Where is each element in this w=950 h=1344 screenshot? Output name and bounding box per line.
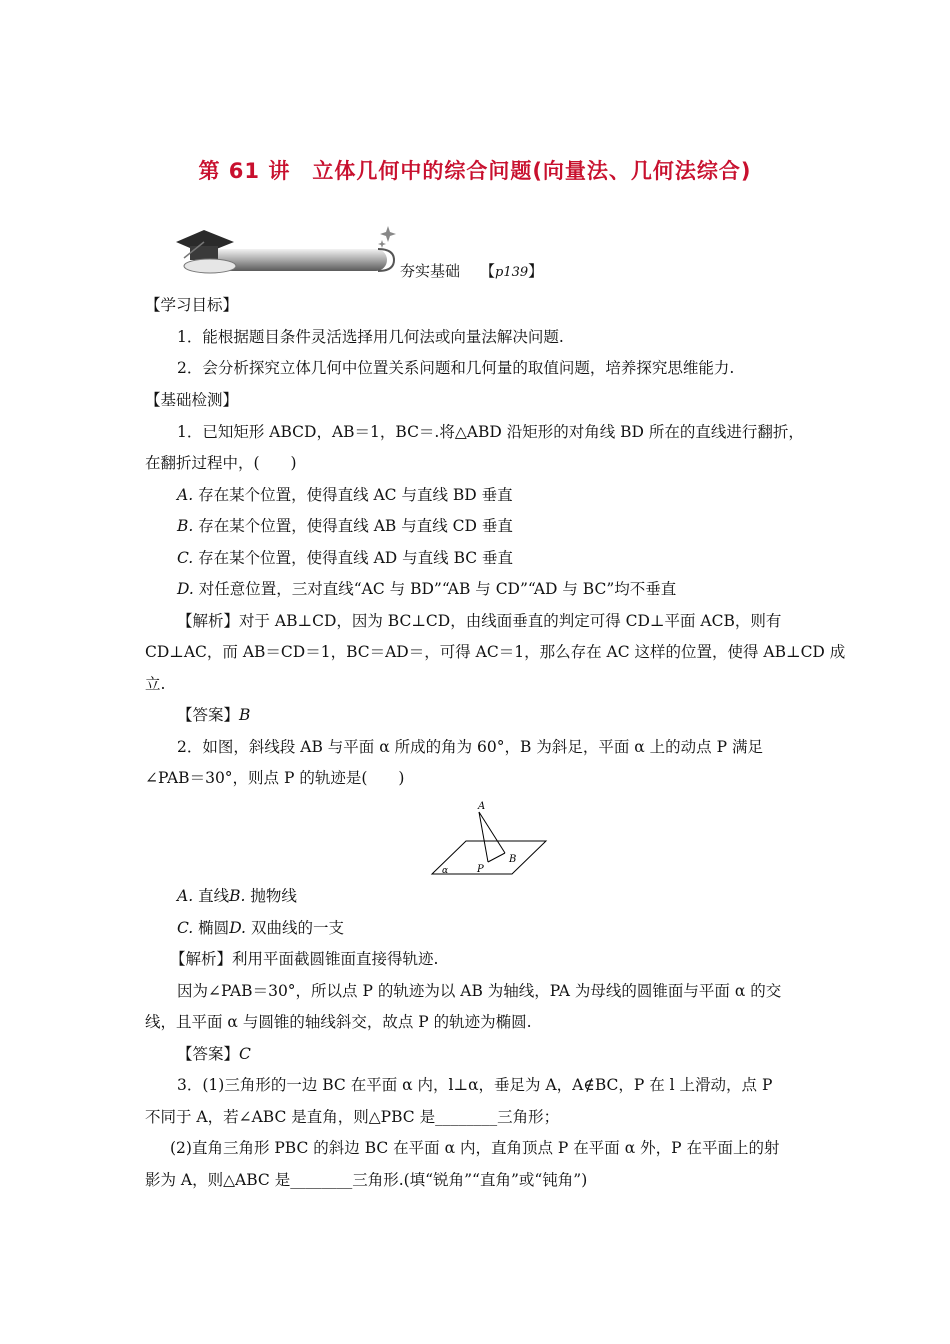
goal-item: 1．能根据题目条件灵活选择用几何法或向量法解决问题.: [177, 328, 564, 346]
option-text: 直线: [198, 887, 230, 905]
geometry-figure: [430, 796, 555, 878]
question-3-part2: (2)直角三角形 PBC 的斜边 BC 在平面 α 内，直角顶点 P 在平面 α 外，P 在平面上的射: [170, 1139, 780, 1157]
label-b: B: [509, 854, 517, 865]
question-3-part1-cont: 不同于 A，若∠ABC 是直角，则△PBC 是________三角形；: [145, 1108, 560, 1126]
answer-label: 【答案】: [177, 1045, 240, 1063]
option-c: [177, 547, 513, 569]
option-text: 椭圆: [198, 919, 230, 937]
question-1-stem: 1．已知矩形 ABCD，AB＝1，BC＝.将△ABD 沿矩形的对角线 BD 所在的直线进行翻折，: [177, 423, 804, 441]
option-letter: A.: [177, 887, 194, 905]
answer-1: [177, 704, 250, 726]
sparkle-icon: [378, 226, 396, 248]
analysis-2-cont: 线，且平面 α 与圆锥的轴线斜交，故点 P 的轨迹为椭圆.: [145, 1013, 532, 1031]
answer-2: [177, 1043, 251, 1065]
option-letter: B.: [177, 517, 194, 535]
section-banner-label: [400, 260, 543, 281]
section-banner-graphic: [172, 222, 412, 282]
analysis-1-cont: CD⊥AC，而 AB＝CD＝1，BC＝AD＝，可得 AC＝1，那么存在 AC 这样的位置，使得 AB⊥CD 成: [145, 643, 846, 661]
option-text: 存在某个位置，使得直线 AD 与直线 BC 垂直: [198, 549, 514, 567]
answer-value: B: [239, 706, 251, 724]
analysis-1: 【解析】对于 AB⊥CD，因为 BC⊥CD，由线面垂直的判定可得 CD⊥平面 ACB，则有: [177, 612, 782, 630]
option-letter: A.: [177, 486, 194, 504]
label-alpha: α: [442, 866, 449, 876]
option-letter: C.: [177, 919, 194, 937]
section-heading-check: 【基础检测】: [145, 391, 239, 409]
option-a: [177, 484, 513, 506]
banner-title: 夯实基础: [400, 262, 461, 280]
option-letter: D.: [229, 919, 246, 937]
question-1-stem-cont: 在翻折过程中，( ): [145, 454, 297, 472]
question-3-part2-cont: 影为 A，则△ABC 是________三角形.(填“锐角”“直角”或“钝角”): [145, 1171, 588, 1189]
analysis-1-cont: 立.: [145, 675, 166, 693]
option-text: 双曲线的一支: [250, 919, 344, 937]
option-d: [177, 578, 676, 600]
q2-options-row2: [177, 917, 344, 939]
page-title: 第 61 讲 立体几何中的综合问题(向量法、几何法综合): [198, 159, 752, 183]
question-3-part1: 3．(1)三角形的一边 BC 在平面 α 内，l⊥α，垂足为 A，A∉BC，P 在 l 上滑动，点 P: [177, 1076, 773, 1094]
option-text: 对任意位置，三对直线“AC 与 BD”“AB 与 CD”“AD 与 BC”均不垂直: [198, 580, 677, 598]
analysis-2: 【解析】利用平面截圆锥面直接得轨迹.: [170, 950, 439, 968]
plane-alpha: [432, 841, 546, 874]
page-ref: p139: [495, 265, 529, 280]
goal-item: 2．会分析探究立体几何中位置关系问题和几何量的取值问题，培养探究思维能力.: [177, 359, 735, 377]
option-b: [177, 515, 513, 537]
option-text: 存在某个位置，使得直线 AC 与直线 BD 垂直: [198, 486, 513, 504]
label-a: A: [478, 801, 486, 812]
section-heading-goals: 【学习目标】: [145, 296, 239, 314]
answer-label: 【答案】: [177, 706, 240, 724]
ref-bracket-close: 】: [528, 262, 544, 280]
analysis-2-cont: 因为∠PAB＝30°，所以点 P 的轨迹为以 AB 为轴线，PA 为母线的圆锥面与平面 α 的交: [177, 982, 782, 1000]
option-letter: C.: [177, 549, 194, 567]
question-2-stem: 2．如图，斜线段 AB 与平面 α 所成的角为 60°，B 为斜足，平面 α 上的动点 P 满足: [177, 738, 763, 756]
answer-value: C: [239, 1045, 251, 1063]
option-letter: B.: [229, 887, 246, 905]
ref-bracket-open: 【: [480, 262, 496, 280]
option-letter: D.: [177, 580, 194, 598]
option-text: 抛物线: [250, 887, 297, 905]
option-text: 存在某个位置，使得直线 AB 与直线 CD 垂直: [198, 517, 513, 535]
label-p: P: [477, 864, 484, 875]
segment-pb: [488, 853, 505, 862]
q2-options-row1: [177, 885, 297, 907]
question-2-stem-cont: ∠PAB＝30°，则点 P 的轨迹是( ): [145, 769, 405, 787]
